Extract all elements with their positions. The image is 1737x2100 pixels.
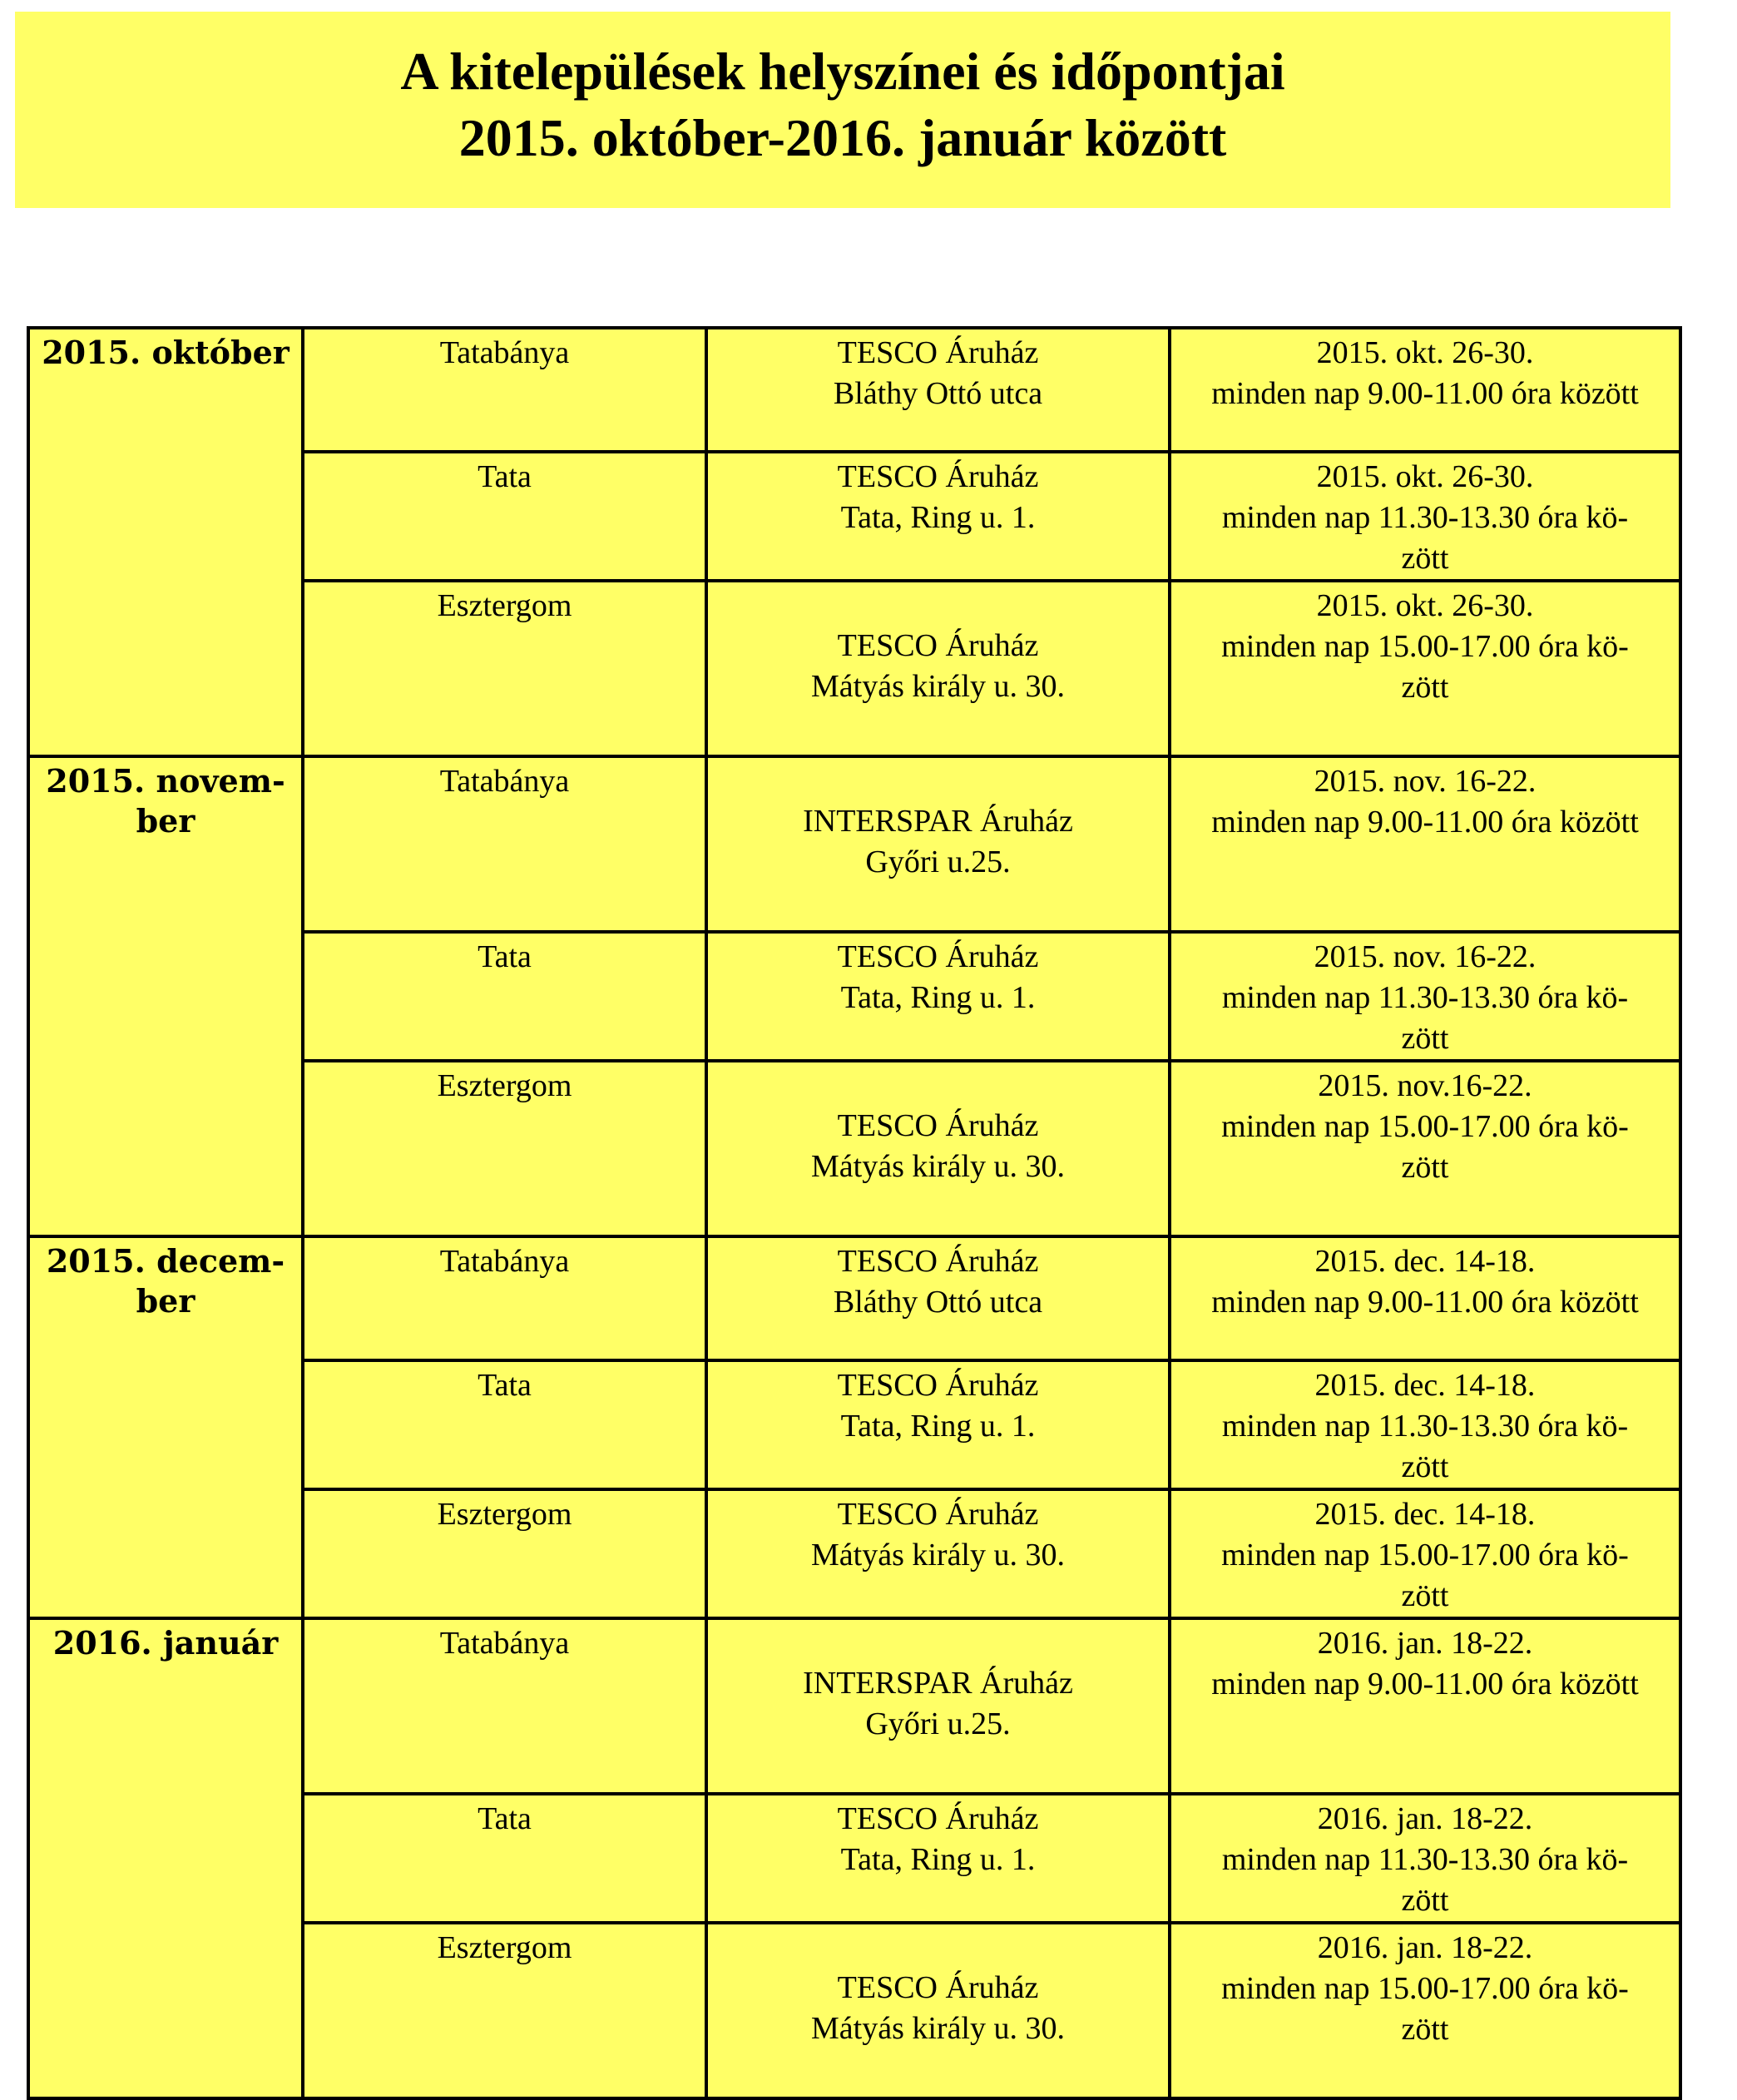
city-cell: Esztergom [303, 581, 706, 756]
time-cell: 2015. okt. 26-30. minden nap 9.00-11.00 óra között [1170, 328, 1680, 452]
month-cell: 2015. novem- ber [28, 756, 303, 1236]
time-cell: 2015. dec. 14-18. minden nap 9.00-11.00 óra között [1170, 1236, 1680, 1360]
month-cell: 2015. decem- ber [28, 1236, 303, 1618]
city-cell: Tata [303, 932, 706, 1061]
store-cell: TESCO Áruház Mátyás király u. 30. [706, 581, 1170, 756]
table-row [28, 1618, 1680, 1794]
title-line-2: 2015. október-2016. január között [458, 108, 1227, 167]
time-cell: 2015. dec. 14-18. minden nap 15.00-17.00 óra kö- zött [1170, 1489, 1680, 1618]
store-cell: TESCO Áruház Tata, Ring u. 1. [706, 932, 1170, 1061]
store-cell: TESCO Áruház Mátyás király u. 30. [706, 1489, 1170, 1618]
time-cell: 2015. nov. 16-22. minden nap 9.00-11.00 óra között [1170, 756, 1680, 932]
city-cell: Tatabánya [303, 1236, 706, 1360]
store-cell: TESCO Áruház Tata, Ring u. 1. [706, 1794, 1170, 1923]
city-cell: Esztergom [303, 1923, 706, 2098]
store-cell: TESCO Áruház Tata, Ring u. 1. [706, 452, 1170, 581]
store-cell: TESCO Áruház Mátyás király u. 30. [706, 1923, 1170, 2098]
city-cell: Tata [303, 1794, 706, 1923]
city-cell: Tata [303, 452, 706, 581]
city-cell: Tatabánya [303, 1618, 706, 1794]
title-banner [15, 12, 1670, 208]
store-cell: TESCO Áruház Mátyás király u. 30. [706, 1061, 1170, 1236]
city-cell: Tata [303, 1360, 706, 1489]
time-cell: 2015. nov. 16-22. minden nap 11.30-13.30 óra kö- zött [1170, 932, 1680, 1061]
time-cell: 2015. dec. 14-18. minden nap 11.30-13.30 óra kö- zött [1170, 1360, 1680, 1489]
month-cell: 2016. január [28, 1618, 303, 2098]
time-cell: 2016. jan. 18-22. minden nap 15.00-17.00 óra kö- zött [1170, 1923, 1680, 2098]
time-cell: 2015. okt. 26-30. minden nap 15.00-17.00 óra kö- zött [1170, 581, 1680, 756]
store-cell: INTERSPAR Áruház Győri u.25. [706, 1618, 1170, 1794]
title-line-1: A kitelepülések helyszínei és időpontjai [400, 42, 1285, 101]
month-cell: 2015. október [28, 328, 303, 756]
time-cell: 2016. jan. 18-22. minden nap 9.00-11.00 óra között [1170, 1618, 1680, 1794]
store-cell: TESCO Áruház Bláthy Ottó utca [706, 1236, 1170, 1360]
store-cell: TESCO Áruház Tata, Ring u. 1. [706, 1360, 1170, 1489]
city-cell: Tatabánya [303, 328, 706, 452]
city-cell: Esztergom [303, 1489, 706, 1618]
time-cell: 2015. nov.16-22. minden nap 15.00-17.00 óra kö- zött [1170, 1061, 1680, 1236]
schedule-table [27, 326, 1682, 2100]
time-cell: 2015. okt. 26-30. minden nap 11.30-13.30 óra kö- zött [1170, 452, 1680, 581]
store-cell: INTERSPAR Áruház Győri u.25. [706, 756, 1170, 932]
store-cell: TESCO Áruház Bláthy Ottó utca [706, 328, 1170, 452]
city-cell: Tatabánya [303, 756, 706, 932]
city-cell: Esztergom [303, 1061, 706, 1236]
table-row [28, 756, 1680, 932]
time-cell: 2016. jan. 18-22. minden nap 11.30-13.30 óra kö- zött [1170, 1794, 1680, 1923]
table-row [28, 328, 1680, 452]
table-row [28, 1236, 1680, 1360]
